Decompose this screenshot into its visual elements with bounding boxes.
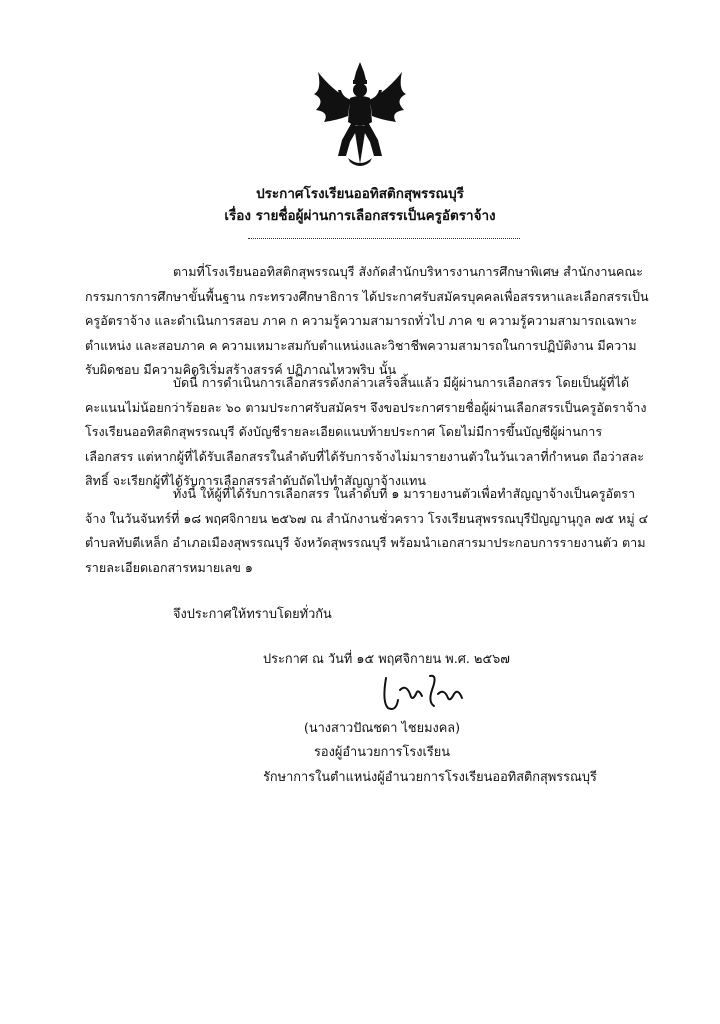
garuda-emblem-icon — [310, 60, 410, 170]
closing-announcement: จึงประกาศให้ทราบโดยทั่วกัน — [173, 607, 332, 622]
paragraph-2-text: บัดนี้ การดำเนินการเลือกสรรดังกล่าวเสร็จสิ้นแล้ว มีผู้ผ่านการเลือกสรร โดยเป็นผู้ที่ได้คะแนนไม่น้อยกว่าร้อยละ ๖๐ ตามประกาศรับสมัครฯ จึงขอประกาศรายชื่อผู้ผ่านเลือกสรรเป็นครูอัตราจ้าง โรงเรียนออทิสติกสุพรรณบุรี ดังบัญชีรายละเอียดแนบท้ายประกาศ โดยไม่มีการขึ้นบัญชีผู้ผ่านการเลือกสรร แต่หากผู้ที่ได้รับเลือกสรรในลำดับที่ได้รับการจ้างไม่มารายงานตัวในวันเวลาที่กำหนด ถือว่าสละสิทธิ์ จะเรียกผู้ที่ได้รับการเลือกสรรลำดับถัดไปทำสัญญาจ้างแทน — [85, 375, 647, 488]
dotted-divider — [248, 238, 520, 239]
announcement-title: ประกาศโรงเรียนออทิสติกสุพรรณบุรี — [256, 186, 464, 202]
announcement-date: ประกาศ ณ วันที่ ๑๕ พฤศจิกายน พ.ศ. ๒๕๖๗ — [263, 652, 510, 667]
body-paragraph-2 — [85, 371, 650, 494]
body-paragraph-3 — [85, 482, 650, 580]
signer-acting-role: รักษาการในตำแหน่งผู้อำนวยการโรงเรียนออทิสติกสุพรรณบุรี — [263, 770, 597, 785]
signer-name: (นางสาวปัณชดา ไชยมงคล) — [303, 721, 461, 736]
paragraph-3-text: ทั้งนี้ ให้ผู้ที่ได้รับการเลือกสรร ในลำดับที่ ๑ มารายงานตัวเพื่อทำสัญญาจ้างเป็นครูอัตราจ้าง ในวันจันทร์ที่ ๑๘ พฤศจิกายน ๒๕๖๗ ณ สำนักงานชั่วคราว โรงเรียนสุพรรณบุรีปัญญานุกูล ๗๕ หมู่ ๔ ตำบลทับตีเหล็ก อำเภอเมืองสุพรรณบุรี จังหวัดสุพรรณบุรี พร้อมนำเอกสารมาประกอบการรายงานตัว ตามรายละเอียดเอกสารหมายเลข ๑ — [85, 486, 649, 575]
handwritten-signature — [372, 672, 482, 716]
signer-position: รองผู้อำนวยการโรงเรียน — [314, 745, 450, 760]
announcement-subject: เรื่อง รายชื่อผู้ผ่านการเลือกสรรเป็นครูอัตราจ้าง — [224, 208, 496, 224]
paragraph-1-text: ตามที่โรงเรียนออทิสติกสุพรรณบุรี สังกัดสำนักบริหารงานการศึกษาพิเศษ สำนักงานคณะกรรมการการศึกษาขั้นพื้นฐาน กระทรวงศึกษาธิการ ได้ประกาศรับสมัครบุคคลเพื่อสรรหาและเลือกสรรเป็นครูอัตราจ้าง และดำเนินการสอบ ภาค ก ความรู้ความสามารถทั่วไป ภาค ข ความรู้ความสามารถเฉพาะตำแหน่ง และสอบภาค ค ความเหมาะสมกับตำแหน่งและวิชาชีพความสามารถในการปฏิบัติงาน มีความรับผิดชอบ มีความคิดริเริ่มสร้างสรรค์ ปฏิภาณไหวพริบ นั้น — [85, 264, 649, 377]
body-paragraph-1 — [85, 260, 650, 383]
